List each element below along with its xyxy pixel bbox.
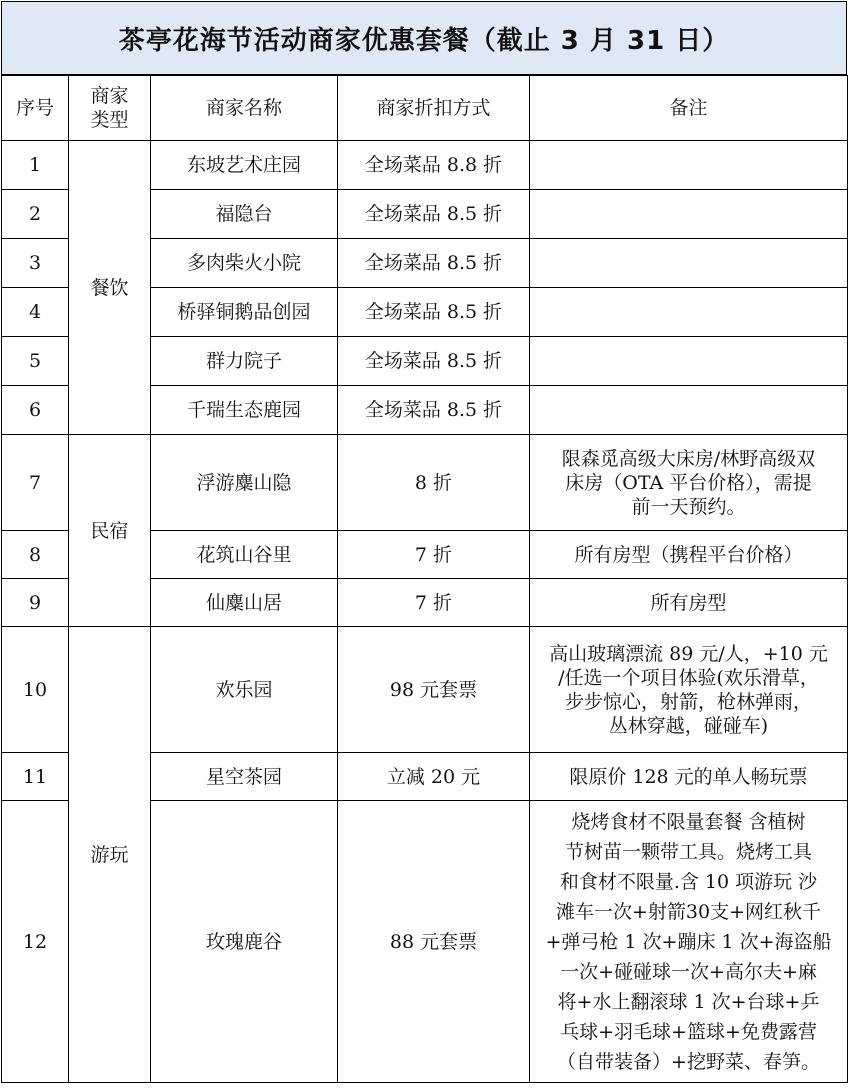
row-seq: 8 (2, 531, 69, 579)
discount: 全场菜品 8.5 折 (338, 386, 530, 435)
note-line: 节树苗一颗带工具。烧烤工具 (564, 840, 812, 863)
note (530, 337, 848, 386)
header-seq: 序号 (2, 76, 69, 141)
row-seq: 7 (2, 435, 69, 531)
note-line: 高山玻璃漂流 89 元/人，+10 元 (549, 642, 828, 665)
category-catering: 餐饮 (69, 141, 151, 435)
discount: 88 元套票 (338, 801, 530, 1083)
note-line: 将+水上翻滚球 1 次+台球+乒 (557, 990, 820, 1013)
note-line: /任选一个项目体验(欢乐滑草， (558, 666, 819, 689)
note-line: +弹弓枪 1 次+蹦床 1 次+海盗船 (545, 930, 832, 953)
row-seq: 2 (2, 190, 69, 239)
row-seq: 9 (2, 579, 69, 627)
header-type (69, 76, 151, 141)
note (530, 801, 848, 1083)
row-seq: 6 (2, 386, 69, 435)
note-line: （自带装备）+挖野菜、春笋。 (557, 1050, 820, 1073)
note (530, 239, 848, 288)
note (530, 386, 848, 435)
discount: 8 折 (338, 435, 530, 531)
note-line: 一次+碰碰球一次+高尔夫+麻 (560, 960, 817, 983)
merchant-name: 浮游麋山隐 (151, 435, 338, 531)
table-row (2, 435, 848, 531)
merchant-name: 欢乐园 (151, 627, 338, 753)
discount: 全场菜品 8.5 折 (338, 337, 530, 386)
merchant-name: 花筑山谷里 (151, 531, 338, 579)
discount: 全场菜品 8.5 折 (338, 190, 530, 239)
note: 所有房型（携程平台价格） (530, 531, 848, 579)
note-line: 步步惊心，射箭，枪林弹雨， (564, 690, 812, 713)
discount: 全场菜品 8.8 折 (338, 141, 530, 190)
note-line: 床房（OTA 平台价格），需提 (565, 471, 812, 494)
row-seq: 10 (2, 627, 69, 753)
merchant-name: 福隐台 (151, 190, 338, 239)
merchant-name: 多肉柴火小院 (151, 239, 338, 288)
note (530, 141, 848, 190)
header-type-line2: 类型 (90, 109, 129, 131)
discount: 全场菜品 8.5 折 (338, 288, 530, 337)
merchant-name: 千瑞生态鹿园 (151, 386, 338, 435)
header-note: 备注 (530, 76, 848, 141)
note (530, 627, 848, 753)
discount: 7 折 (338, 579, 530, 627)
page-title: 茶亭花海节活动商家优惠套餐（截止 3 月 31 日） (1, 1, 847, 75)
row-seq: 3 (2, 239, 69, 288)
merchant-name: 桥驿铜鹅品创园 (151, 288, 338, 337)
merchant-name: 群力院子 (151, 337, 338, 386)
merchant-table (1, 75, 848, 1083)
note-line: 限森觅高级大床房/林野高级双 (561, 447, 816, 470)
category-play: 游玩 (69, 627, 151, 1083)
table-header-row (2, 76, 848, 141)
note: 所有房型 (530, 579, 848, 627)
merchant-name: 仙麋山居 (151, 579, 338, 627)
note-line: 前一天预约。 (631, 495, 746, 518)
note (530, 190, 848, 239)
row-seq: 4 (2, 288, 69, 337)
note (530, 288, 848, 337)
discount: 全场菜品 8.5 折 (338, 239, 530, 288)
discount: 立减 20 元 (338, 753, 530, 801)
note (530, 435, 848, 531)
header-name: 商家名称 (151, 76, 338, 141)
note-line: 丛林穿越，碰碰车) (608, 714, 769, 737)
note-line: 滩车一次+射箭30支+网红秋千 (555, 900, 822, 923)
note-line: 烧烤食材不限量套餐 含植树 (571, 810, 806, 833)
row-seq: 11 (2, 753, 69, 801)
note-line: 和食材不限量.含 10 项游玩 沙 (559, 870, 818, 893)
merchant-name: 东坡艺术庄园 (151, 141, 338, 190)
merchant-name: 玫瑰鹿谷 (151, 801, 338, 1083)
merchant-name: 星空茶园 (151, 753, 338, 801)
header-discount: 商家折扣方式 (338, 76, 530, 141)
note: 限原价 128 元的单人畅玩票 (530, 753, 848, 801)
table-row (2, 627, 848, 753)
row-seq: 1 (2, 141, 69, 190)
promo-sheet (1, 1, 847, 1083)
category-lodging: 民宿 (69, 435, 151, 627)
row-seq: 5 (2, 337, 69, 386)
discount: 98 元套票 (338, 627, 530, 753)
note-line: 乓球+羽毛球+篮球+免费露营 (560, 1020, 817, 1043)
row-seq: 12 (2, 801, 69, 1083)
table-row (2, 141, 848, 190)
discount: 7 折 (338, 531, 530, 579)
header-type-line1: 商家 (90, 85, 129, 107)
